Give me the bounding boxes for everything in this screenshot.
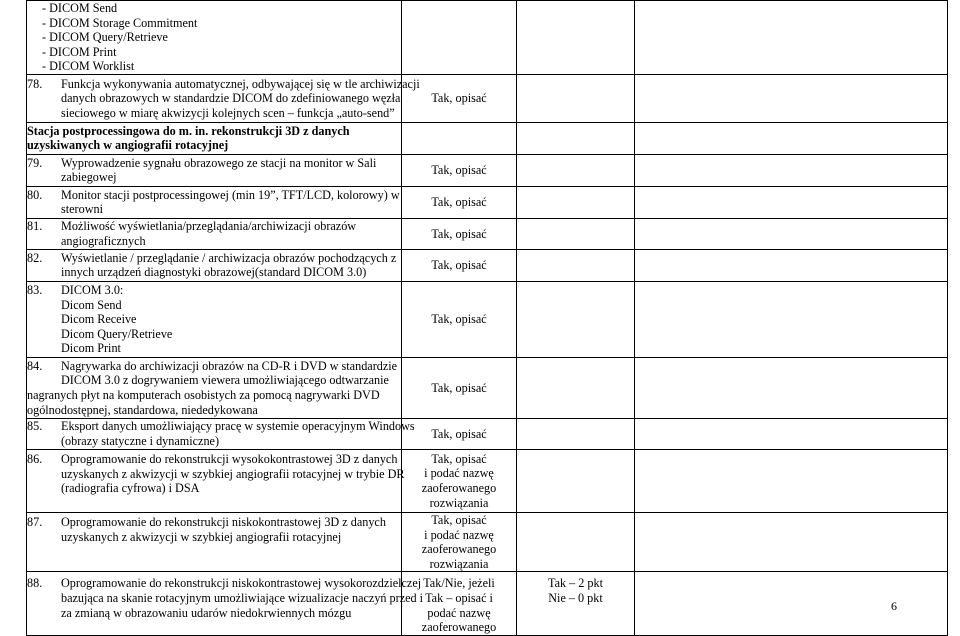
row-number: 85. — [27, 419, 43, 434]
table-row — [27, 418, 948, 449]
table-row — [27, 186, 948, 218]
requirement-cell: 81. Możliwość wyświetlania/przeglądania/archiwizacji obrazów angiograficznych — [27, 218, 402, 249]
answer-cell: Tak, opisać — [402, 186, 517, 218]
row-number: 79. — [27, 155, 43, 170]
row-number: 83. — [27, 282, 43, 297]
answer-cell: Tak, opisać — [402, 418, 517, 449]
row-number: 82. — [27, 250, 43, 265]
requirement-cell: 80. Monitor stacji postprocessingowej (min 19”, TFT/LCD, kolorowy) w sterowni — [27, 187, 400, 217]
points-cell: Tak – 2 pkt Nie – 0 pkt — [517, 572, 635, 635]
table-row — [27, 512, 948, 571]
answer-cell: Tak, opisać — [402, 218, 517, 249]
requirement-cell: 86. Oprogramowanie do rekonstrukcji wysokokontrastowej 3D z danych uzyskanych z akwizycji w szybkiej angiografii rotacyjnej w trybie DR (radiografia cyfrowa) i DSA — [27, 449, 402, 512]
row-number: 88. — [27, 576, 43, 591]
table-row — [27, 449, 948, 512]
requirement-cell: 88. Oprogramowanie do rekonstrukcji niskokontrastowej wysokorozdzielczej bazująca na skanie rotacyjnym umożliwiające wizualizacje naczyń przed i za zmianą w obrazowaniu udarów niedokrwiennych mózgu — [27, 572, 402, 635]
dicom-list-cell — [27, 1, 402, 75]
requirement-cell: 84. Nagrywarka do archiwizacji obrazów na CD-R i DVD w standardzie DICOM 3.0 z dogrywaniem viewera umożliwiającego odtwarzanie nagranych płyt na komputerach osobistych za pomocą nagrywarki DVD ogólnodostępnej, standardowa, niededykowana — [27, 357, 402, 418]
answer-cell: Tak, opisać — [402, 74, 517, 122]
requirement-cell: 79. Wyprowadzenie sygnału obrazowego ze stacji na monitor w Sali zabiegowej — [27, 154, 402, 186]
answer-cell: Tak/Nie, jeżeli Tak – opisać i podać nazwę zaoferowanego — [402, 572, 517, 635]
list-item: - DICOM Storage Commitment — [42, 15, 198, 30]
table-row — [27, 281, 948, 357]
list-item: - DICOM Send — [42, 1, 118, 15]
list-item: - DICOM Print — [42, 44, 117, 59]
requirement-cell: 83. DICOM 3.0: Dicom Send Dicom Receive Dicom Query/Retrieve Dicom Print — [27, 281, 402, 357]
row-number: 80. — [27, 187, 43, 202]
row-number: 87. — [27, 514, 43, 529]
specification-table — [26, 0, 948, 636]
table-row — [27, 122, 948, 154]
row-number: 78. — [27, 76, 43, 91]
answer-cell: Tak, opisać i podać nazwę zaoferowanego rozwiązania — [402, 449, 517, 512]
section-heading: Stacja postprocessingowa do m. in. rekonstrukcji 3D z danych uzyskiwanych w angiografii rotacyjnej — [27, 122, 402, 154]
row-number: 86. — [27, 451, 43, 466]
page-number: 6 — [891, 599, 897, 613]
requirement-cell: 85. Eksport danych umożliwiający pracę w systemie operacyjnym Windows (obrazy statyczne i dynamiczne) — [27, 419, 415, 448]
list-item: - DICOM Query/Retrieve — [42, 30, 168, 45]
answer-cell: Tak, opisać — [402, 154, 517, 186]
answer-cell: Tak, opisać — [402, 249, 517, 281]
requirement-cell: 82. Wyświetlanie / przeglądanie / archiwizacja obrazów pochodzących z innych urządzeń diagnostyki obrazowej(standard DICOM 3.0) — [27, 249, 402, 281]
table-row — [27, 154, 948, 186]
table-row — [27, 74, 948, 122]
answer-cell: Tak, opisać i podać nazwę zaoferowanego rozwiązania — [402, 512, 517, 571]
table-row — [27, 357, 948, 418]
table-row — [27, 572, 948, 635]
table-row — [27, 218, 948, 249]
table-row — [27, 1, 948, 75]
requirement-cell: 87. Oprogramowanie do rekonstrukcji niskokontrastowej 3D z danych uzyskanych z akwizycji w szybkiej angiografii rotacyjnej — [27, 512, 402, 571]
answer-cell: Tak, opisać — [402, 357, 517, 418]
requirement-cell: 78. Funkcja wykonywania automatycznej, odbywającej się w tle archiwizacji danych obrazowych w standardzie DICOM do zdefiniowanego węzła sieciowego w miarę akwizycji kolejnych scen – funkcja „auto-send” — [27, 74, 402, 122]
list-item: - DICOM Worklist — [42, 59, 135, 74]
table-row — [27, 249, 948, 281]
row-number: 84. — [27, 358, 43, 373]
row-number: 81. — [27, 219, 43, 234]
answer-cell: Tak, opisać — [402, 281, 517, 357]
